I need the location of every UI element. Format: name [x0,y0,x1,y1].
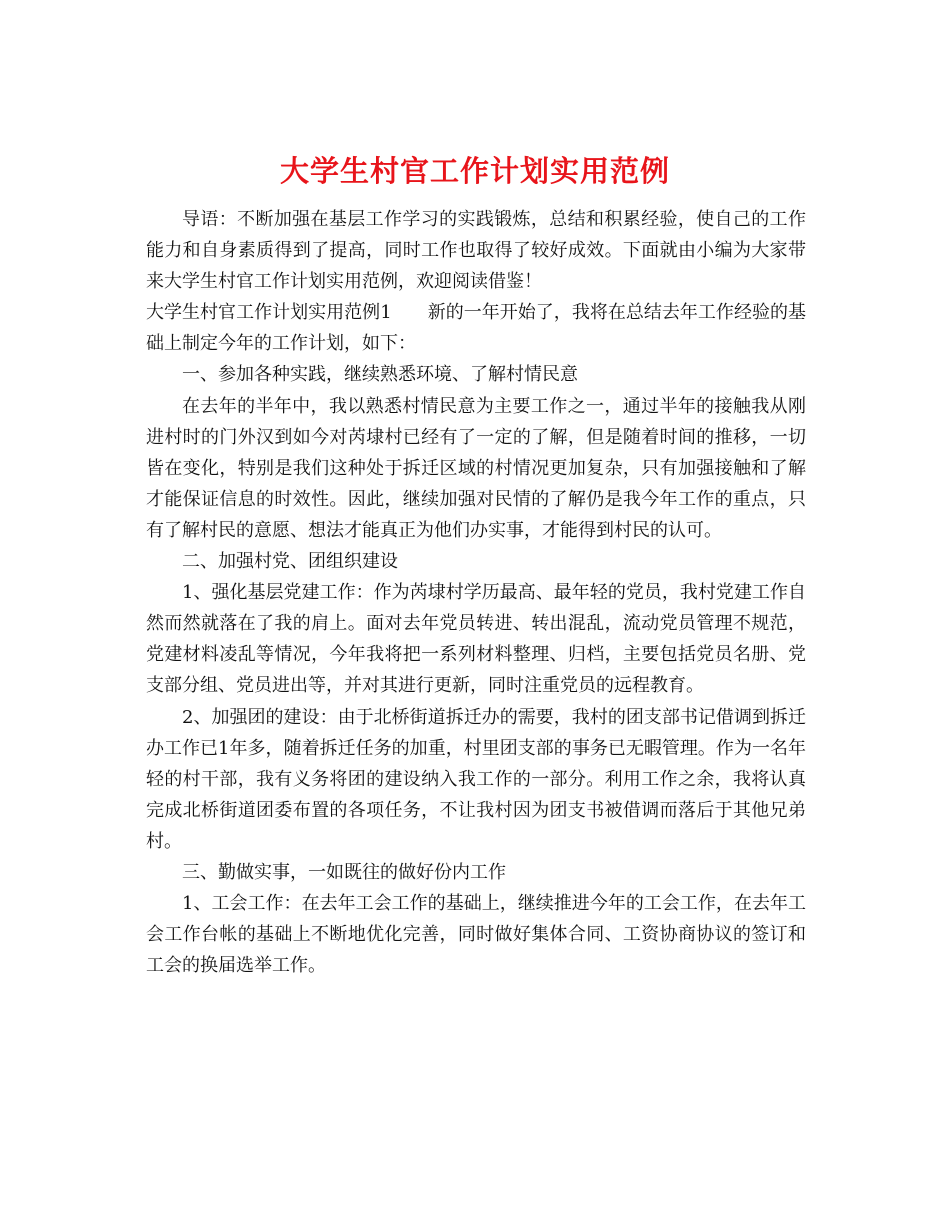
section-heading-3: 三、勤做实事，一如既往的做好份内工作 [182,861,506,883]
paragraph-example-1: 大学生村官工作计划实用范例1 新的一年开始了，我将在总结去年工作经验的基础上制定今年的工作计划，如下： [146,302,806,355]
paragraph: 1、强化基层党建工作：作为芮埭村学历最高、最年轻的党员，我村党建工作自然而然就落在了我的肩上。面对去年党员转进、转出混乱，流动党员管理不规范，党建材料凌乱等情况，今年我将把一系列材料整理、归档，主要包括党员名册、党支部分组、党员进出等，并对其进行更新，同时注重党员的远程教育。 [146,582,806,697]
paragraph: 在去年的半年中，我以熟悉村情民意为主要工作之一，通过半年的接触我从刚进村时的门外汉到如今对芮埭村已经有了一定的了解，但是随着时间的推移，一切皆在变化，特别是我们这种处于拆迁区域的村情况更加复杂，只有加强接触和了解才能保证信息的时效性。因此，继续加强对民情的了解仍是我今年工作的重点，只有了解村民的意愿、想法才能真正为他们办实事，才能得到村民的认可。 [146,395,806,541]
section-heading-1: 一、参加各种实践，继续熟悉环境、了解村情民意 [182,364,578,386]
paragraph: 2、加强团的建设：由于北桥街道拆迁办的需要，我村的团支部书记借调到拆迁办工作已1年多，随着拆迁任务的加重，村里团支部的事务已无暇管理。作为一名年轻的村干部，我有义务将团的建设纳入我工作的一部分。利用工作之余，我将认真完成北桥街道团委布置的各项任务，不让我村因为团支书被借调而落后于其他兄弟村。 [146,706,806,852]
paragraph: 1、工会工作：在去年工会工作的基础上，继续推进今年的工会工作，在去年工会工作台帐的基础上不断地优化完善，同时做好集体合同、工资协商协议的签订和工会的换届选举工作。 [146,893,806,977]
section-heading-2: 二、加强村党、团组织建设 [182,551,398,573]
document-title: 大学生村官工作计划实用范例 [279,154,670,189]
document-body [146,204,806,981]
paragraph-intro: 导语：不断加强在基层工作学习的实践锻炼，总结和积累经验，使自己的工作能力和自身素质得到了提高，同时工作也取得了较好成效。下面就由小编为大家带来大学生村官工作计划实用范例，欢迎阅读借鉴！ [146,209,806,293]
